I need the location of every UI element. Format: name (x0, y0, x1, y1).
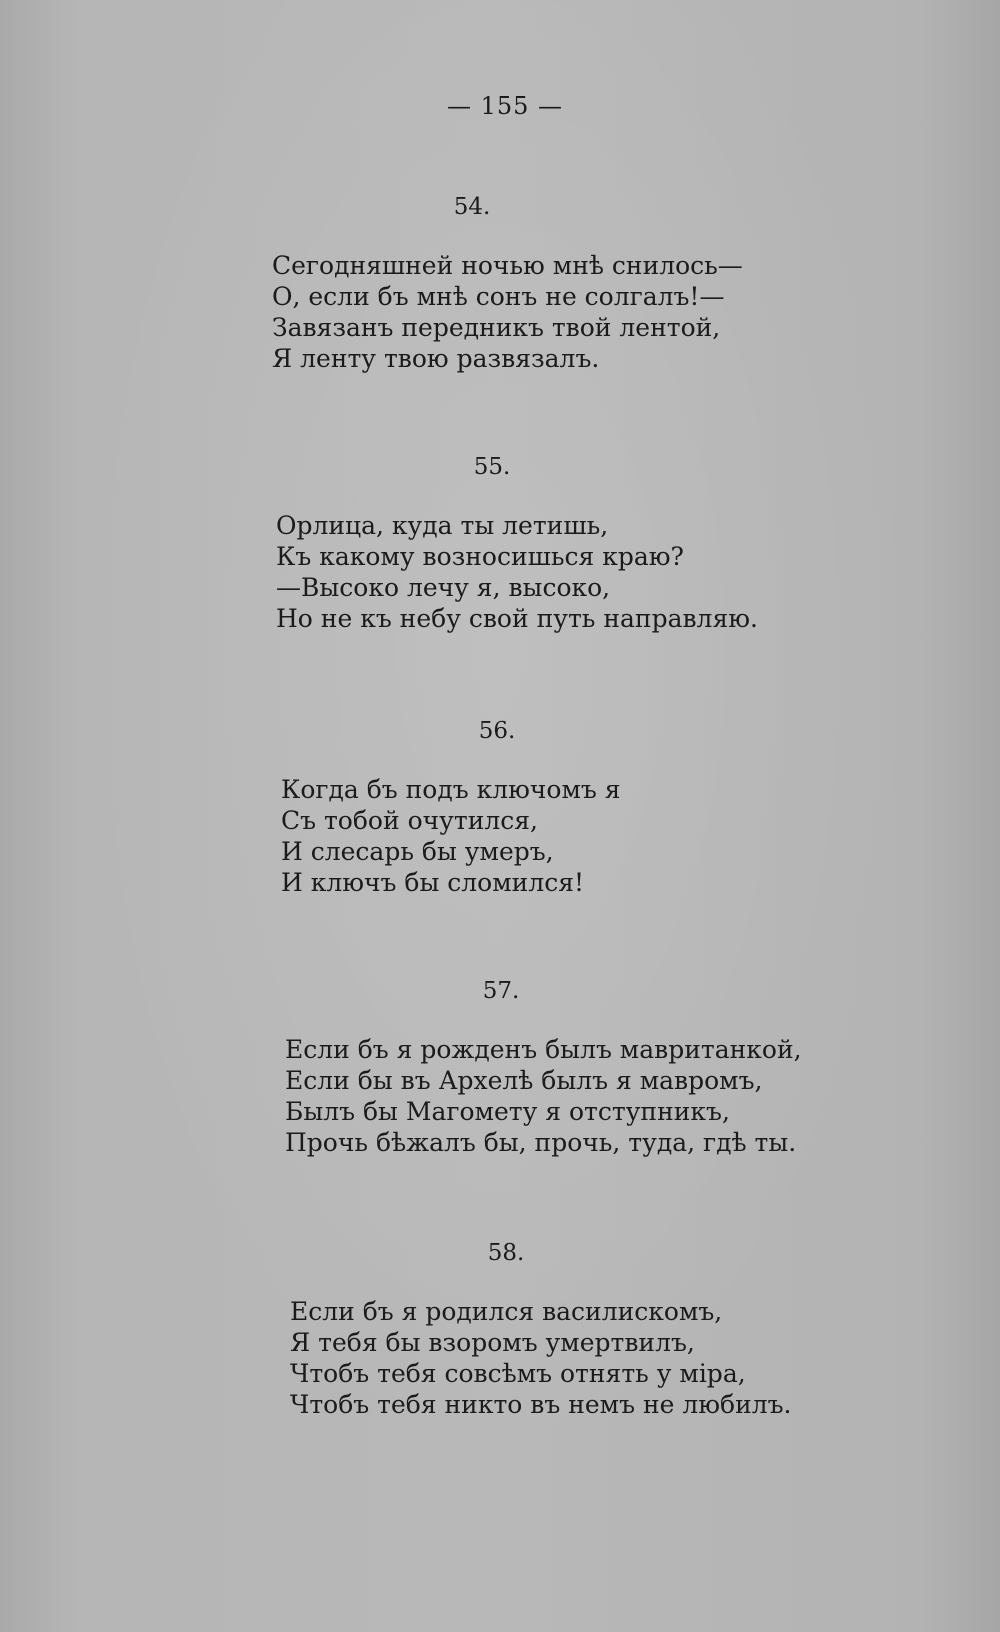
poem-line: И ключъ бы сломился! (281, 868, 585, 897)
poem-number: 54. (453, 194, 491, 220)
poem-line: Когда бъ подъ ключомъ я (281, 775, 621, 804)
poem-line: Сегодняшней ночью мнѣ снилось— (272, 251, 743, 280)
poem-line: Съ тобой очутился, (281, 806, 538, 835)
poem-line: Я ленту твою развязалъ. (272, 344, 600, 373)
poem-line: Былъ бы Магомету я отступникъ, (285, 1097, 730, 1126)
poem-58 (290, 1238, 792, 1420)
page-number: — 155 — (446, 92, 564, 120)
poem-line: —Высоко лечу я, высоко, (276, 573, 611, 602)
poem-line: Орлица, куда ты летишь, (276, 511, 609, 540)
poem-line: Чтобъ тебя никто въ немъ не любилъ. (290, 1390, 792, 1419)
poem-line: Къ какому возносишься краю? (276, 542, 684, 571)
poem-54 (272, 192, 743, 374)
poem-56 (281, 716, 741, 898)
poem-line: И слесарь бы умеръ, (281, 837, 554, 866)
poem-line: Прочь бѣжалъ бы, прочь, туда, гдѣ ты. (285, 1128, 797, 1157)
poem-line: Я тебя бы взоромъ умертвилъ, (290, 1328, 695, 1357)
poem-line: Если бъ я рожденъ былъ мавританкой, (285, 1035, 802, 1064)
poem-57 (285, 976, 802, 1158)
poem-number: 58. (487, 1240, 525, 1266)
poem-55 (276, 452, 758, 634)
poem-line: Но не къ небу свой путь направляю. (276, 604, 758, 633)
poem-line: Если бы въ Архелѣ былъ я мавромъ, (285, 1066, 763, 1095)
poem-line: О, если бъ мнѣ сонъ не солгалъ!— (272, 282, 725, 311)
poem-number: 55. (473, 454, 511, 480)
poem-line: Чтобъ тебя совсѣмъ отнять у міра, (290, 1359, 746, 1388)
poem-line: Если бъ я родился василискомъ, (290, 1297, 723, 1326)
poem-number: 57. (482, 978, 520, 1004)
poem-line: Завязанъ передникъ твой лентой, (272, 313, 721, 342)
poem-number: 56. (478, 718, 516, 744)
